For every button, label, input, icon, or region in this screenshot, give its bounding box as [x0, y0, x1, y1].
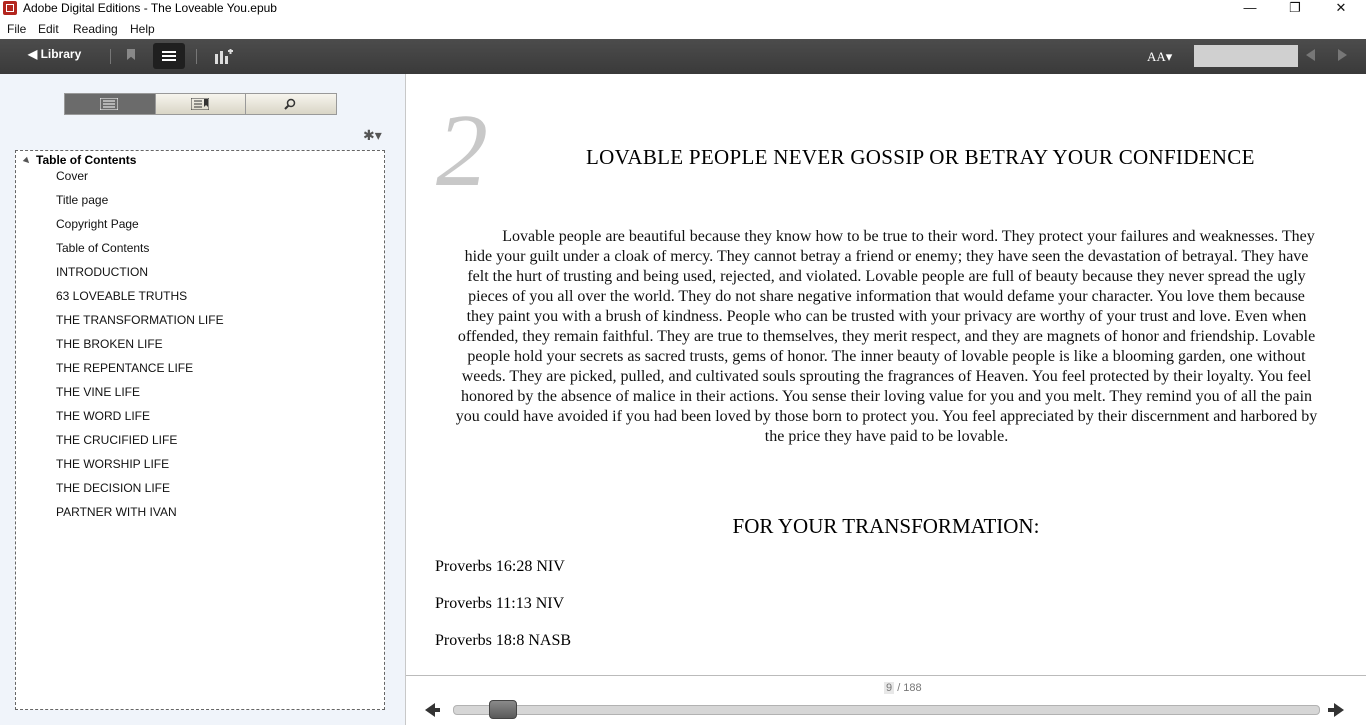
toc-item[interactable]: THE CRUCIFIED LIFE: [56, 433, 178, 447]
menu-help[interactable]: Help: [130, 22, 155, 36]
library-button[interactable]: ◀ Library: [28, 47, 82, 61]
toc-item[interactable]: THE TRANSFORMATION LIFE: [56, 313, 224, 327]
menu-file[interactable]: File: [7, 22, 27, 36]
page-slider-track[interactable]: [453, 705, 1320, 715]
app-icon: [3, 1, 17, 15]
close-button[interactable]: ✕: [1335, 0, 1347, 15]
toc-root[interactable]: [24, 153, 136, 167]
collapse-triangle-icon[interactable]: [23, 157, 31, 165]
chapter-paragraph: Lovable people are beautiful because they know how to be true to their word. They protect your failures and weaknesses. They hide your guilt under a cloak of mercy. They cannot betray a friend or enemy; they have seen the devastation of betrayal. They have felt the hurt of trusting and being used, rejected, and violated. Lovable people are full of beauty because they never spread the ugly pieces of you all over the world. They do not share negative information that would defame your character. You love them because they paint you with a brush of kindness. People who can be trusted with your privacy are worthy of your trust and love. Even when offended, they remain faithful. They are true to themselves, they merit respect, and they are magnets of honor and friendship. Lovable people hold your secrets as sacred trusts, gems of honor. The inner beauty of lovable people is like a blooming garden, one without weeds. They are picked, pulled, and cultivated souls sprouting the fragrances of Heaven. You feel protected by their loyalty. You feel honored by the absence of malice in their actions. You sense their loving value for you and you melt. They remind you of all the pain you could have avoided if you had been loved by those born to protect you. You feel appreciated by their discernment and harbored by the price they have paid to be lovable.: [455, 228, 1318, 445]
toc-item[interactable]: Table of Contents: [56, 241, 150, 255]
toc-item[interactable]: THE REPENTANCE LIFE: [56, 361, 194, 375]
section-title: FOR YOUR TRANSFORMATION:: [732, 514, 1040, 538]
toc-item[interactable]: Title page: [56, 193, 109, 207]
bookmarks-view-tab[interactable]: [156, 94, 247, 114]
title-bar: [0, 0, 1366, 18]
window-title: Adobe Digital Editions - The Loveable You.epub: [23, 1, 277, 15]
verse-reference: Proverbs 16:28 NIV: [435, 558, 565, 575]
sidebar-view-selector: [64, 93, 337, 115]
chapter-title: LOVABLE PEOPLE NEVER GOSSIP OR BETRAY YOUR CONFIDENCE: [586, 145, 1255, 169]
toc-panel: [15, 150, 385, 710]
menu-reading[interactable]: Reading: [73, 22, 118, 36]
toolbar-separator: [110, 49, 111, 64]
next-page-arrow-icon[interactable]: [1334, 703, 1344, 717]
minimize-button[interactable]: —: [1243, 0, 1257, 15]
toc-icon: [100, 98, 118, 110]
font-size-button[interactable]: AA▾: [1147, 49, 1173, 64]
restore-button[interactable]: ❐: [1289, 0, 1301, 15]
bookmarks-list-icon: [191, 98, 209, 110]
verse-reference: Proverbs 18:8 NASB: [435, 632, 572, 649]
toc-item[interactable]: INTRODUCTION: [56, 265, 148, 279]
toolbar: [0, 39, 1366, 75]
search-icon: [281, 98, 299, 110]
toc-view-tab[interactable]: [65, 94, 156, 114]
previous-arrow-icon[interactable]: [1306, 49, 1315, 61]
menu-bar: [0, 20, 1366, 39]
search-input[interactable]: [1194, 45, 1298, 67]
toc-item[interactable]: THE WORSHIP LIFE: [56, 457, 170, 471]
settings-gear-icon[interactable]: ✱▾: [363, 127, 382, 143]
previous-page-arrow-icon[interactable]: [425, 703, 435, 717]
verse-reference: Proverbs 11:13 NIV: [435, 595, 565, 612]
toc-list: [56, 168, 224, 528]
add-chart-icon[interactable]: [215, 49, 233, 64]
search-view-tab[interactable]: [246, 94, 336, 114]
bookmark-icon[interactable]: [127, 49, 135, 60]
chapter-number: 2: [436, 93, 488, 208]
toc-toggle-button[interactable]: [153, 43, 185, 69]
sidebar: [0, 74, 406, 725]
reader-pane: [406, 74, 1366, 675]
next-arrow-icon[interactable]: [1338, 49, 1347, 61]
toc-item[interactable]: Copyright Page: [56, 217, 139, 231]
page-navigation-bar: [406, 675, 1366, 726]
toc-item[interactable]: THE BROKEN LIFE: [56, 337, 163, 351]
page-indicator: [884, 682, 922, 694]
current-page-input[interactable]: 9: [886, 682, 893, 694]
toolbar-separator: [196, 49, 197, 64]
toc-item[interactable]: THE WORD LIFE: [56, 409, 151, 423]
list-icon: [162, 51, 176, 53]
toc-item[interactable]: THE DECISION LIFE: [56, 481, 171, 495]
page-slider-thumb[interactable]: [489, 700, 517, 719]
toc-item[interactable]: THE VINE LIFE: [56, 385, 141, 399]
toc-item[interactable]: Cover: [56, 169, 89, 183]
toc-item[interactable]: 63 LOVEABLE TRUTHS: [56, 289, 188, 303]
total-pages: / 188: [897, 682, 922, 694]
menu-edit[interactable]: Edit: [38, 22, 59, 36]
toc-root-label: Table of Contents: [36, 153, 137, 167]
toc-item[interactable]: PARTNER WITH IVAN: [56, 505, 177, 519]
